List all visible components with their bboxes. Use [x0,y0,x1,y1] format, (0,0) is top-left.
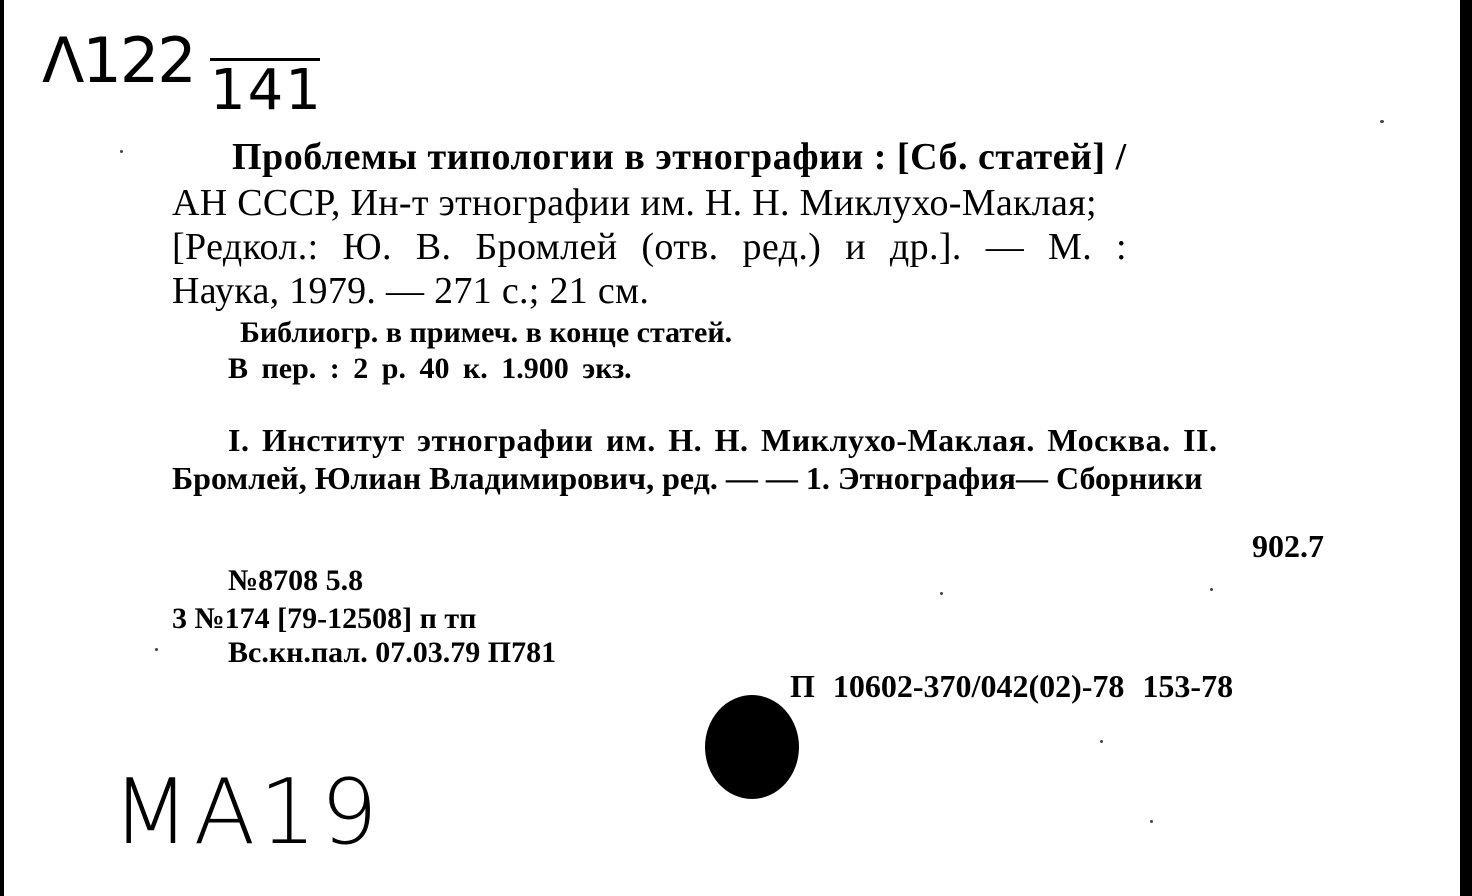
note-bibliography: Библиогр. в примеч. в конце статей. [240,316,733,349]
classification-number: 902.7 [1252,528,1324,564]
order-line-2: 3 №174 [79-12508] п тп [172,602,477,635]
scan-speck [1100,740,1103,743]
title-line-3: [Редкол.: Ю. В. Бромлей (отв. ред.) и др.]. — М. : [172,226,1127,268]
note-price: В пер. : 2 р. 40 к. 1.900 экз. [228,352,632,385]
title-line-2: АН СССР, Ин-т этнографии им. Н. Н. Миклухо-Маклая; [172,182,1097,224]
scan-speck [120,150,123,153]
scan-speck [1150,820,1153,823]
handwritten-shelf-fraction: 141 [210,58,323,123]
title-line-4: Наука, 1979. — 271 с.; 21 см. [172,270,650,312]
publisher-code: П 10602-370/042(02)-78 153-78 [790,668,1234,704]
order-line-1: №8708 5.8 [228,564,364,597]
title-line-1: Проблемы типологии в этнографии : [Сб. статей] / [232,136,1127,178]
scan-speck [940,592,943,595]
handwritten-shelf-mark: Λ122 [42,24,195,97]
tracing-line-1: I. Институт этнографии им. Н. Н. Миклухо-Маклая. Москва. II. [228,422,1218,458]
scan-speck [155,648,158,651]
handwritten-inventory-mark: MA19 [112,760,382,865]
scan-speck [1210,588,1213,591]
card-right-edge [1460,0,1472,896]
order-line-3: Вс.кн.пал. 07.03.79 П781 [228,636,557,669]
card-left-edge [0,0,4,896]
card-punch-hole [705,695,799,799]
scan-speck [1380,120,1384,123]
tracing-line-2: Бромлей, Юлиан Владимирович, ред. — — 1. Этнография— Сборники [172,460,1203,496]
